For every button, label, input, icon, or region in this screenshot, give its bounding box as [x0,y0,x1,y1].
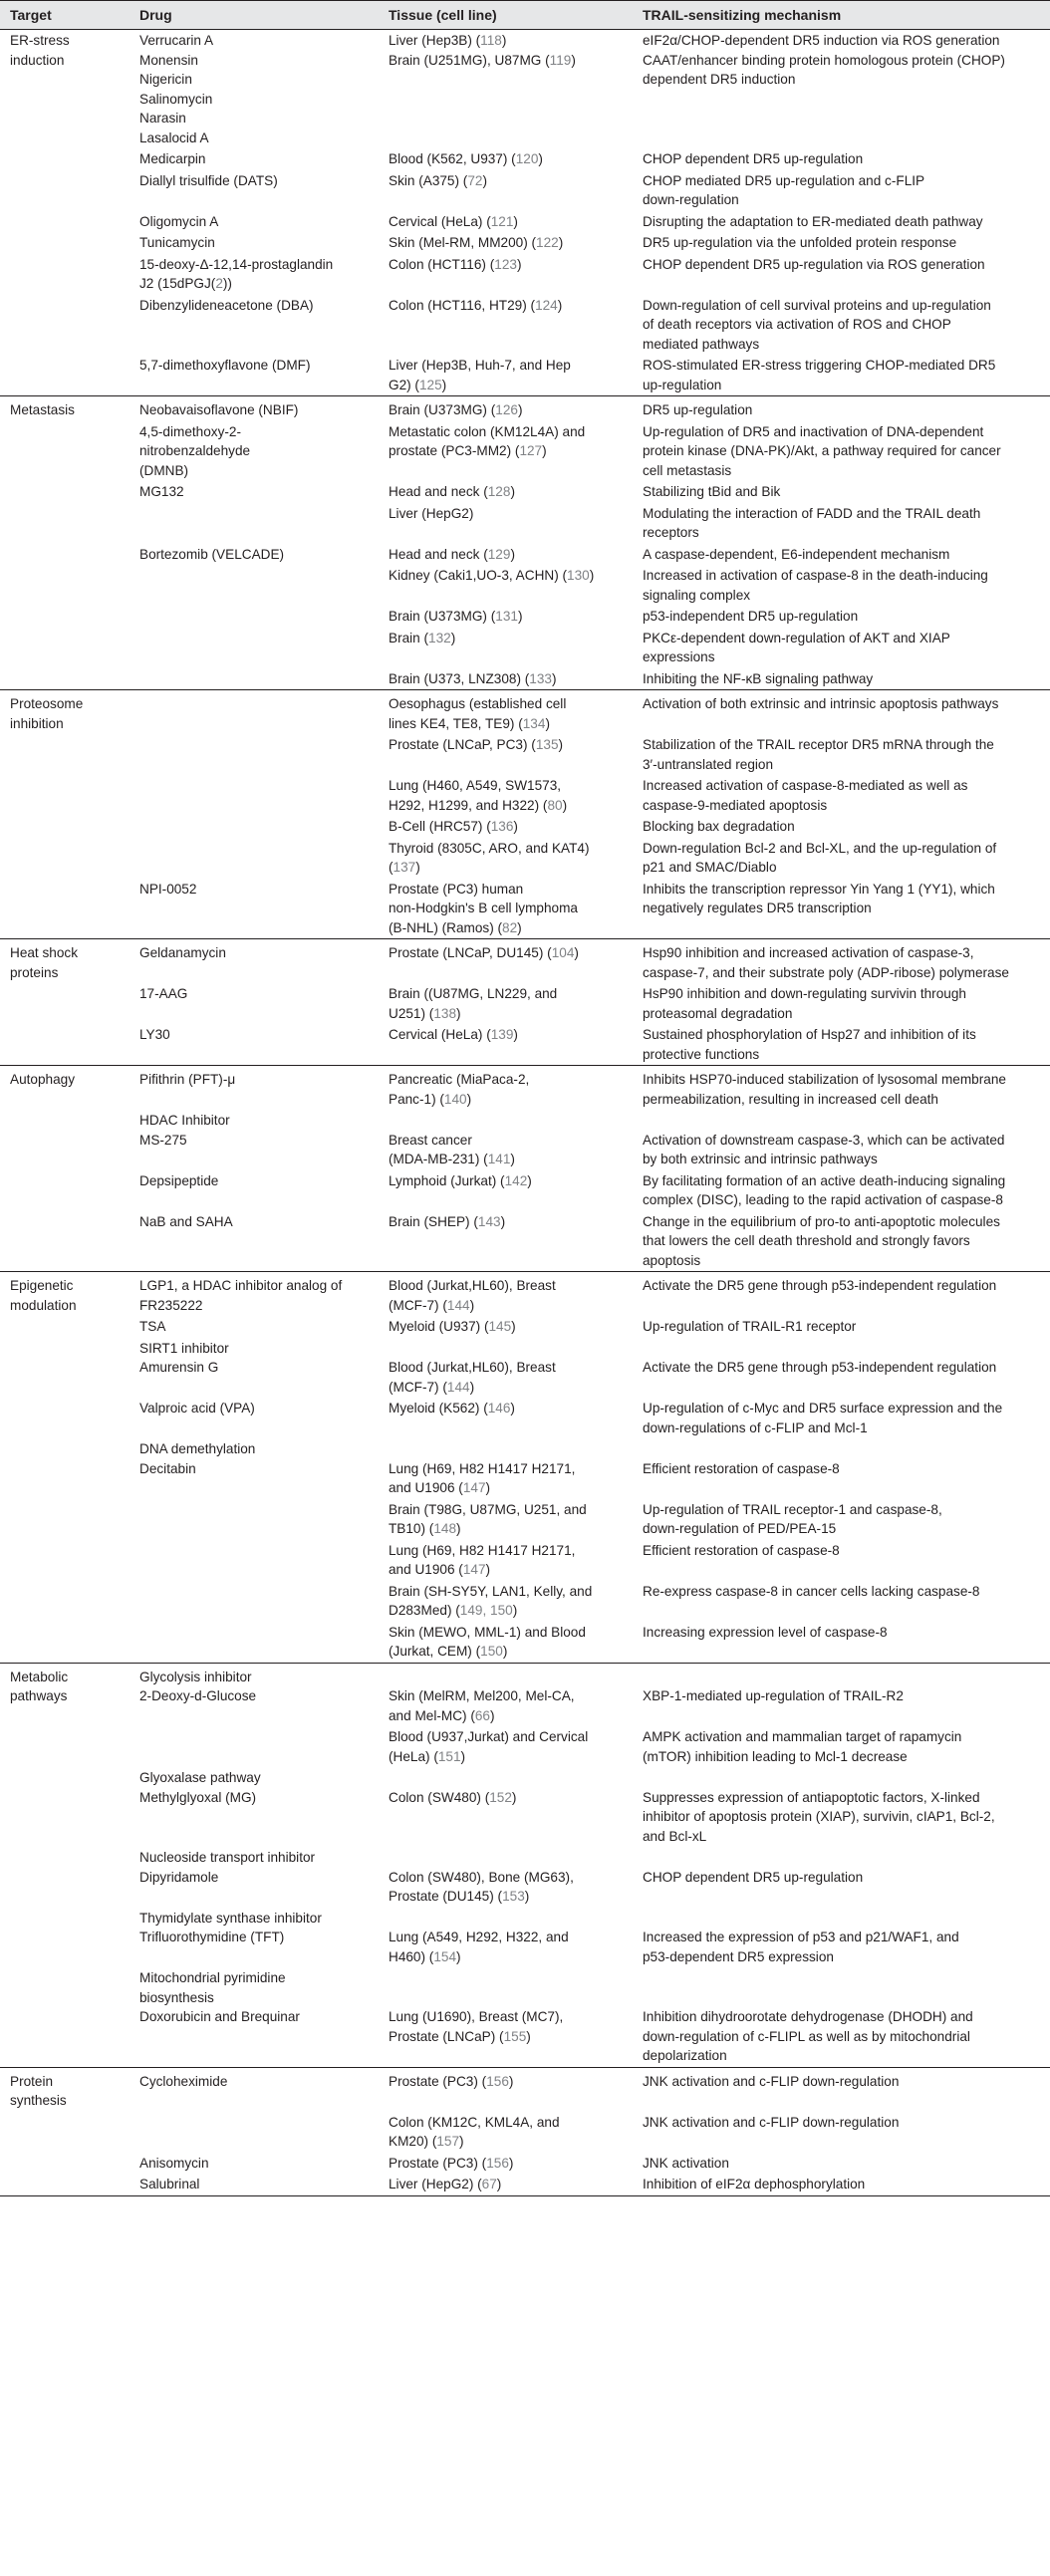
cell-mechanism: Stabilization of the TRAIL receptor DR5 mRNA through the 3′-untranslated region [643,737,994,772]
cell-mechanism: A caspase-dependent, E6-independent mechanism [643,546,950,562]
cell-tissue: Brain ((U87MG, LN229, and U251) (138) [389,986,558,1021]
cell-mechanism: Activation of both extrinsic and intrinsic apoptosis pathways [633,690,1050,735]
table-row [0,1316,1050,1338]
table-row [0,211,1050,233]
cell-mechanism: JNK activation [643,2155,729,2171]
cell-drug: Oligomycin A [139,213,219,229]
cell-drug [130,816,379,838]
cell-tissue: Liver (HepG2) (67) [379,2174,633,2195]
table-row [0,983,1050,1024]
cell-drug: Nucleoside transport inhibitor Dipyridamole [139,1850,316,1885]
cell-tissue: Prostate (PC3) human non-Hodgkin's B cell lymphoma (B-NHL) (Ramos) (82) [389,881,578,935]
table-row [0,170,1050,211]
cell-tissue: Brain (SHEP) (143) [389,1213,506,1229]
cell-tissue: Colon (SW480), Bone (MG63), Prostate (DU145) (153) [389,1869,574,1904]
cell-tissue: Prostate (LNCaP, DU145) (104) [379,939,633,984]
cell-target [0,816,130,838]
cell-mechanism: Blocking bax degradation [643,819,795,834]
cell-target [0,1499,130,1540]
cell-target [0,1908,130,1968]
cell-drug: Glyoxalase pathway Methylglyoxal (MG) [139,1770,261,1805]
cell-target [0,295,130,356]
cell-target: Metabolic pathways [0,1663,130,1726]
cell-mechanism: Up-regulation of TRAIL-R1 receptor [643,1319,857,1334]
cell-drug: Valproic acid (VPA) [139,1401,255,1416]
cell-mechanism: Efficient restoration of caspase-8 [643,1542,840,1558]
cell-drug [130,1499,379,1540]
cell-drug: Dibenzylideneacetone (DBA) [139,297,314,313]
table-row [0,606,1050,628]
cell-tissue: Breast cancer (MDA-MB-231) (141) [389,1132,515,1166]
cell-drug: Neobavaisoflavone (NBIF) [130,396,379,421]
cell-tissue: Brain (U373, LNZ308) (133) [389,670,557,686]
cell-tissue: Head and neck (128) [389,484,515,499]
table-row [0,421,1050,482]
table-row [0,816,1050,838]
table-row [0,2174,1050,2195]
cell-target [0,628,130,668]
cell-tissue: Brain (T98G, U87MG, U251, and TB10) (148) [389,1501,587,1536]
table-body [0,30,1050,2196]
table-row [0,148,1050,170]
cell-tissue: Lung (H460, A549, SW1573, H292, H1299, and H322) (80) [389,778,568,813]
table-row [0,1438,1050,1499]
cell-drug: Cycloheximide [130,2067,379,2112]
table-row [0,295,1050,356]
cell-drug: 4,5-dimethoxy-2- nitrobenzaldehyde (DMNB) [139,423,251,478]
cell-mechanism: CHOP dependent DR5 up-regulation [643,1869,864,1885]
table-row [0,396,1050,421]
cell-target [0,481,130,503]
table-row [0,879,1050,939]
cell-drug: Salubrinal [130,2174,379,2195]
table-row [0,1398,1050,1438]
cell-target [0,2174,130,2195]
table-row [0,1170,1050,1211]
cell-tissue: Prostate (LNCaP, PC3) (135) [389,737,564,752]
cell-target [0,1967,130,2067]
header-target: Target [0,1,130,30]
table-row [0,668,1050,690]
header-tissue: Tissue (cell line) [379,1,633,30]
cell-mechanism: Stabilizing tBid and Bik [643,484,781,499]
table-row [0,481,1050,503]
cell-mechanism: JNK activation and c-FLIP down-regulation [633,2067,1050,2112]
table-row [0,1211,1050,1272]
cell-mechanism: CHOP dependent DR5 up-regulation via ROS generation [643,256,985,272]
cell-target [0,544,130,566]
cell-drug: Medicarpin [139,151,206,166]
cell-target [0,1726,130,1767]
cell-target [0,1024,130,1066]
cell-mechanism: Hsp90 inhibition and increased activation of caspase-3, caspase-7, and their substrate poly (ADP-ribose) polymerase [633,939,1050,984]
cell-mechanism: XBP-1-mediated up-regulation of TRAIL-R2 [633,1663,1050,1726]
cell-target [0,565,130,606]
cell-drug [130,734,379,775]
table-row [0,1066,1050,1111]
table-row [0,1110,1050,1170]
table-row [0,254,1050,295]
table-row [0,1581,1050,1622]
cell-tissue: Skin (MEWO, MML-1) and Blood (Jurkat, CEM) (150) [389,1624,586,1659]
cell-mechanism: Suppresses expression of antiapoptotic factors, X-linked inhibitor of apoptosis protein (XIAP), survivin, cIAP1, Bcl-2, and Bcl-xL [643,1789,995,1844]
table-row [0,838,1050,879]
cell-target [0,1338,130,1399]
cell-mechanism: Sustained phosphorylation of Hsp27 and inhibition of its protective functions [643,1027,976,1062]
cell-mechanism: Efficient restoration of caspase-8 [643,1460,840,1476]
cell-mechanism: Increased in activation of caspase-8 in the death-inducing signaling complex [643,568,988,603]
cell-target [0,838,130,879]
table-row [0,939,1050,984]
cell-drug: Verrucarin A Monensin Nigericin Salinomycin Narasin Lasalocid A [139,33,214,145]
cell-drug: SIRT1 inhibitor Amurensin G [139,1340,229,1375]
cell-tissue: Colon (HCT116, HT29) (124) [389,297,563,313]
cell-tissue: Lung (H69, H82 H1417 H2171, and U1906 (147) [389,1460,576,1495]
table-row [0,690,1050,735]
cell-mechanism: HsP90 inhibition and down-regulating survivin through proteasomal degradation [643,986,966,1021]
cell-tissue: Prostate (PC3) (156) [379,2067,633,2112]
cell-mechanism: Re-express caspase-8 in cancer cells lacking caspase-8 [643,1583,980,1599]
cell-mechanism: Up-regulation of DR5 and inactivation of DNA-dependent protein kinase (DNA-PK)/Akt, a pathway required for cancer cell metastasis [643,423,1001,478]
header-drug: Drug [130,1,379,30]
cell-tissue: Lung (H69, H82 H1417 H2171, and U1906 (147) [389,1542,576,1577]
cell-mechanism: Inhibition dihydroorotate dehydrogenase (DHODH) and down-regulation of c-FLIPL as well as by mitochondrial depolarization [643,2009,973,2063]
cell-tissue: Brain (U373MG) (131) [389,609,523,624]
table-row [0,1024,1050,1066]
cell-tissue: Skin (MelRM, Mel200, Mel-CA, and Mel-MC) (66) [379,1663,633,1726]
cell-target [0,1767,130,1847]
cell-drug: NPI-0052 [139,881,197,897]
table-row [0,734,1050,775]
cell-tissue: Head and neck (129) [389,546,515,562]
cell-target [0,254,130,295]
table-row [0,2067,1050,2112]
table-row [0,565,1050,606]
cell-mechanism: Activation of downstream caspase-3, which can be activated by both extrinsic and intrinsic pathways [643,1132,1005,1166]
cell-tissue: Lung (U1690), Breast (MC7), Prostate (LNCaP) (155) [389,2009,564,2044]
cell-tissue: Cervical (HeLa) (121) [389,213,518,229]
cell-mechanism: Inhibits the transcription repressor Yin Yang 1 (YY1), which negatively regulates DR5 transcription [643,881,995,915]
cell-mechanism: DR5 up-regulation via the unfolded protein response [643,235,957,250]
table-row [0,775,1050,816]
cell-drug [130,1622,379,1664]
table-row [0,1767,1050,1847]
cell-tissue: Prostate (PC3) (156) [389,2155,514,2171]
cell-drug [130,606,379,628]
cell-mechanism: Activate the DR5 gene through p53-independent regulation [633,1272,1050,1317]
cell-target [0,2112,130,2153]
cell-drug: Geldanamycin [130,939,379,984]
cell-drug [130,668,379,690]
cell-drug: Thymidylate synthase inhibitor Trifluorothymidine (TFT) [139,1910,322,1944]
table-row [0,1622,1050,1664]
cell-target: Heat shock proteins [0,939,130,984]
cell-mechanism: By facilitating formation of an active death-inducing signaling complex (DISC), leading to the rapid activation of caspase-8 [643,1172,1006,1207]
cell-drug: LY30 [139,1027,170,1042]
table-row [0,232,1050,254]
cell-mechanism: CHOP mediated DR5 up-regulation and c-FLIP down-regulation [643,172,925,207]
cell-target [0,1170,130,1211]
cell-drug [130,565,379,606]
cell-drug: Glycolysis inhibitor 2-Deoxy-d-Glucose [130,1663,379,1726]
cell-target: Epigenetic modulation [0,1272,130,1317]
table-row [0,1338,1050,1399]
cell-drug [130,1726,379,1767]
cell-target [0,421,130,482]
table-row [0,503,1050,544]
cell-target [0,879,130,939]
table-row [0,1272,1050,1317]
cell-target [0,1847,130,1908]
cell-mechanism: Increasing expression level of caspase-8 [643,1624,888,1640]
cell-target [0,1540,130,1581]
cell-drug: Pifithrin (PFT)-μ [130,1066,379,1111]
table-row [0,355,1050,396]
cell-target [0,606,130,628]
cell-tissue: Lung (A549, H292, H322, and H460) (154) [389,1930,569,1964]
cell-target [0,734,130,775]
cell-mechanism: eIF2α/CHOP-dependent DR5 induction via ROS generation CAAT/enhancer binding protein homologous protein (CHOP) dependent DR5 induction [643,33,1005,87]
cell-drug: 5,7-dimethoxyflavone (DMF) [139,358,311,373]
cell-tissue: Lymphoid (Jurkat) (142) [389,1172,532,1188]
cell-drug: DNA demethylation Decitabin [139,1441,256,1476]
table-header [0,1,1050,30]
cell-mechanism: Activate the DR5 gene through p53-independent regulation [643,1360,997,1375]
cell-tissue: Colon (HCT116) (123) [389,256,522,272]
table-row [0,1967,1050,2067]
cell-tissue: Blood (Jurkat,HL60), Breast (MCF-7) (144) [379,1272,633,1317]
header-mechanism: TRAIL-sensitizing mechanism [633,1,1050,30]
cell-tissue: Kidney (Caki1,UO-3, ACHN) (130) [389,568,595,583]
cell-target: ER-stress induction [10,33,70,68]
cell-mechanism: Inhibits HSP70-induced stabilization of lysosomal membrane permeabilization, resulting in increased cell death [633,1066,1050,1111]
cell-tissue: Brain (U373MG) (126) [379,396,633,421]
cell-drug [130,1581,379,1622]
cell-drug [130,503,379,544]
cell-mechanism: p53-independent DR5 up-regulation [643,609,859,624]
cell-target [0,1316,130,1338]
cell-drug: Diallyl trisulfide (DATS) [139,172,278,188]
cell-drug: NaB and SAHA [139,1213,233,1229]
cell-drug [130,2112,379,2153]
cell-mechanism: Inhibiting the NF-κB signaling pathway [643,670,874,686]
cell-tissue: Pancreatic (MiaPaca-2, Panc-1) (140) [379,1066,633,1111]
cell-tissue: Myeloid (U937) (145) [389,1319,516,1334]
cell-mechanism: Modulating the interaction of FADD and the TRAIL death receptors [643,505,981,540]
table-row [0,1726,1050,1767]
cell-target [0,1110,130,1170]
cell-tissue: Blood (U937,Jurkat) and Cervical (HeLa) (151) [389,1729,589,1764]
cell-tissue: Brain (SH-SY5Y, LAN1, Kelly, and D283Med) (149, 150) [389,1583,593,1618]
table-row [0,2153,1050,2175]
cell-tissue: Skin (Mel-RM, MM200) (122) [389,235,564,250]
cell-target [0,775,130,816]
cell-target [0,355,130,396]
cell-target [0,211,130,233]
cell-target: Proteosome inhibition [0,690,130,735]
cell-drug: 17-AAG [139,986,188,1001]
table-row [0,1847,1050,1908]
cell-tissue: Colon (KM12C, KML4A, and KM20) (157) [389,2114,560,2149]
table-row [0,544,1050,566]
cell-target [0,232,130,254]
cell-target [0,1398,130,1438]
cell-mechanism: Down-regulation of cell survival proteins and up-regulation of death receptors via activation of ROS and CHOP mediated pathways [643,297,991,352]
table-row [0,1908,1050,1968]
cell-mechanism: Down-regulation Bcl-2 and Bcl-XL, and the up-regulation of p21 and SMAC/Diablo [643,840,997,875]
cell-tissue: Blood (K562, U937) (120) [389,151,543,166]
cell-mechanism: ROS-stimulated ER-stress triggering CHOP-mediated DR5 up-regulation [643,358,996,392]
cell-drug: Anisomycin [139,2155,209,2171]
cell-target [0,668,130,690]
cell-target [0,1581,130,1622]
cell-mechanism: Up-regulation of c-Myc and DR5 surface expression and the down-regulations of c-FLIP and Mcl-1 [643,1401,1003,1435]
cell-tissue: Liver (Hep3B) (118) Brain (U251MG), U87MG (119) [389,33,576,68]
cell-tissue: B-Cell (HRC57) (136) [389,819,518,834]
table-row [0,1499,1050,1540]
cell-drug: MG132 [139,484,184,499]
cell-target [0,170,130,211]
cell-mechanism: Disrupting the adaptation to ER-mediated death pathway [643,213,983,229]
cell-drug [130,690,379,735]
cell-mechanism: Inhibition of eIF2α dephosphorylation [633,2174,1050,2195]
table-row [0,1540,1050,1581]
cell-drug: HDAC Inhibitor MS-275 [139,1113,230,1148]
cell-tissue: Oesophagus (established cell lines KE4, TE8, TE9) (134) [379,690,633,735]
cell-mechanism: AMPK activation and mammalian target of rapamycin (mTOR) inhibition leading to Mcl-1 decrease [643,1729,962,1764]
table-row [0,2112,1050,2153]
cell-drug [130,775,379,816]
table-row [0,1663,1050,1726]
cell-tissue: Colon (SW480) (152) [389,1789,517,1805]
cell-tissue: Skin (A375) (72) [389,172,487,188]
cell-tissue: Liver (Hep3B, Huh-7, and Hep G2) (125) [389,358,571,392]
header-row [0,1,1050,30]
table-row [0,628,1050,668]
cell-drug [130,838,379,879]
cell-drug: Bortezomib (VELCADE) [139,546,285,562]
cell-mechanism: Change in the equilibrium of pro-to anti-apoptotic molecules that lowers the cell death threshold and strongly favors apoptosis [643,1213,1000,1268]
cell-target [0,1438,130,1499]
cell-target: Protein synthesis [0,2067,130,2112]
cell-target: Metastasis [0,396,130,421]
cell-mechanism: JNK activation and c-FLIP down-regulation [643,2114,900,2130]
cell-tissue: Myeloid (K562) (146) [389,1401,515,1416]
cell-target [0,2153,130,2175]
cell-target [0,503,130,544]
cell-drug: Depsipeptide [139,1172,219,1188]
cell-drug [130,628,379,668]
cell-tissue: Cervical (HeLa) (139) [389,1027,518,1042]
cell-drug: LGP1, a HDAC inhibitor analog of FR235222 [130,1272,379,1317]
cell-mechanism: Increased the expression of p53 and p21/WAF1, and p53-dependent DR5 expression [643,1930,959,1964]
cell-mechanism: CHOP dependent DR5 up-regulation [643,151,864,166]
cell-drug: 15-deoxy-Δ-12,14-prostaglandin J2 (15dPGJ(2)) [139,256,334,291]
cell-tissue: Metastatic colon (KM12L4A) and prostate (PC3-MM2) (127) [389,423,586,458]
cell-mechanism: Up-regulation of TRAIL receptor-1 and caspase-8, down-regulation of PED/PEA-15 [643,1501,942,1536]
cell-drug [130,1540,379,1581]
cell-drug: Mitochondrial pyrimidine biosynthesis Doxorubicin and Brequinar [139,1970,300,2024]
cell-target: Autophagy [0,1066,130,1111]
cell-drug: Tunicamycin [139,235,215,250]
cell-tissue: Blood (Jurkat,HL60), Breast (MCF-7) (144) [389,1360,556,1395]
cell-mechanism: Increased activation of caspase-8-mediated as well as caspase-9-mediated apoptosis [643,778,968,813]
cell-target [0,1211,130,1272]
table-row [0,30,1050,149]
cell-mechanism: DR5 up-regulation [633,396,1050,421]
cell-tissue: Thyroid (8305C, ARO, and KAT4) (137) [389,840,590,875]
cell-mechanism: PKCε-dependent down-regulation of AKT and XIAP expressions [643,630,950,664]
cell-target [0,1622,130,1664]
cell-drug: TSA [139,1319,166,1334]
cell-tissue: Liver (HepG2) [389,505,474,521]
cell-target [0,983,130,1024]
cell-target [0,148,130,170]
cell-tissue: Brain (132) [389,630,456,645]
